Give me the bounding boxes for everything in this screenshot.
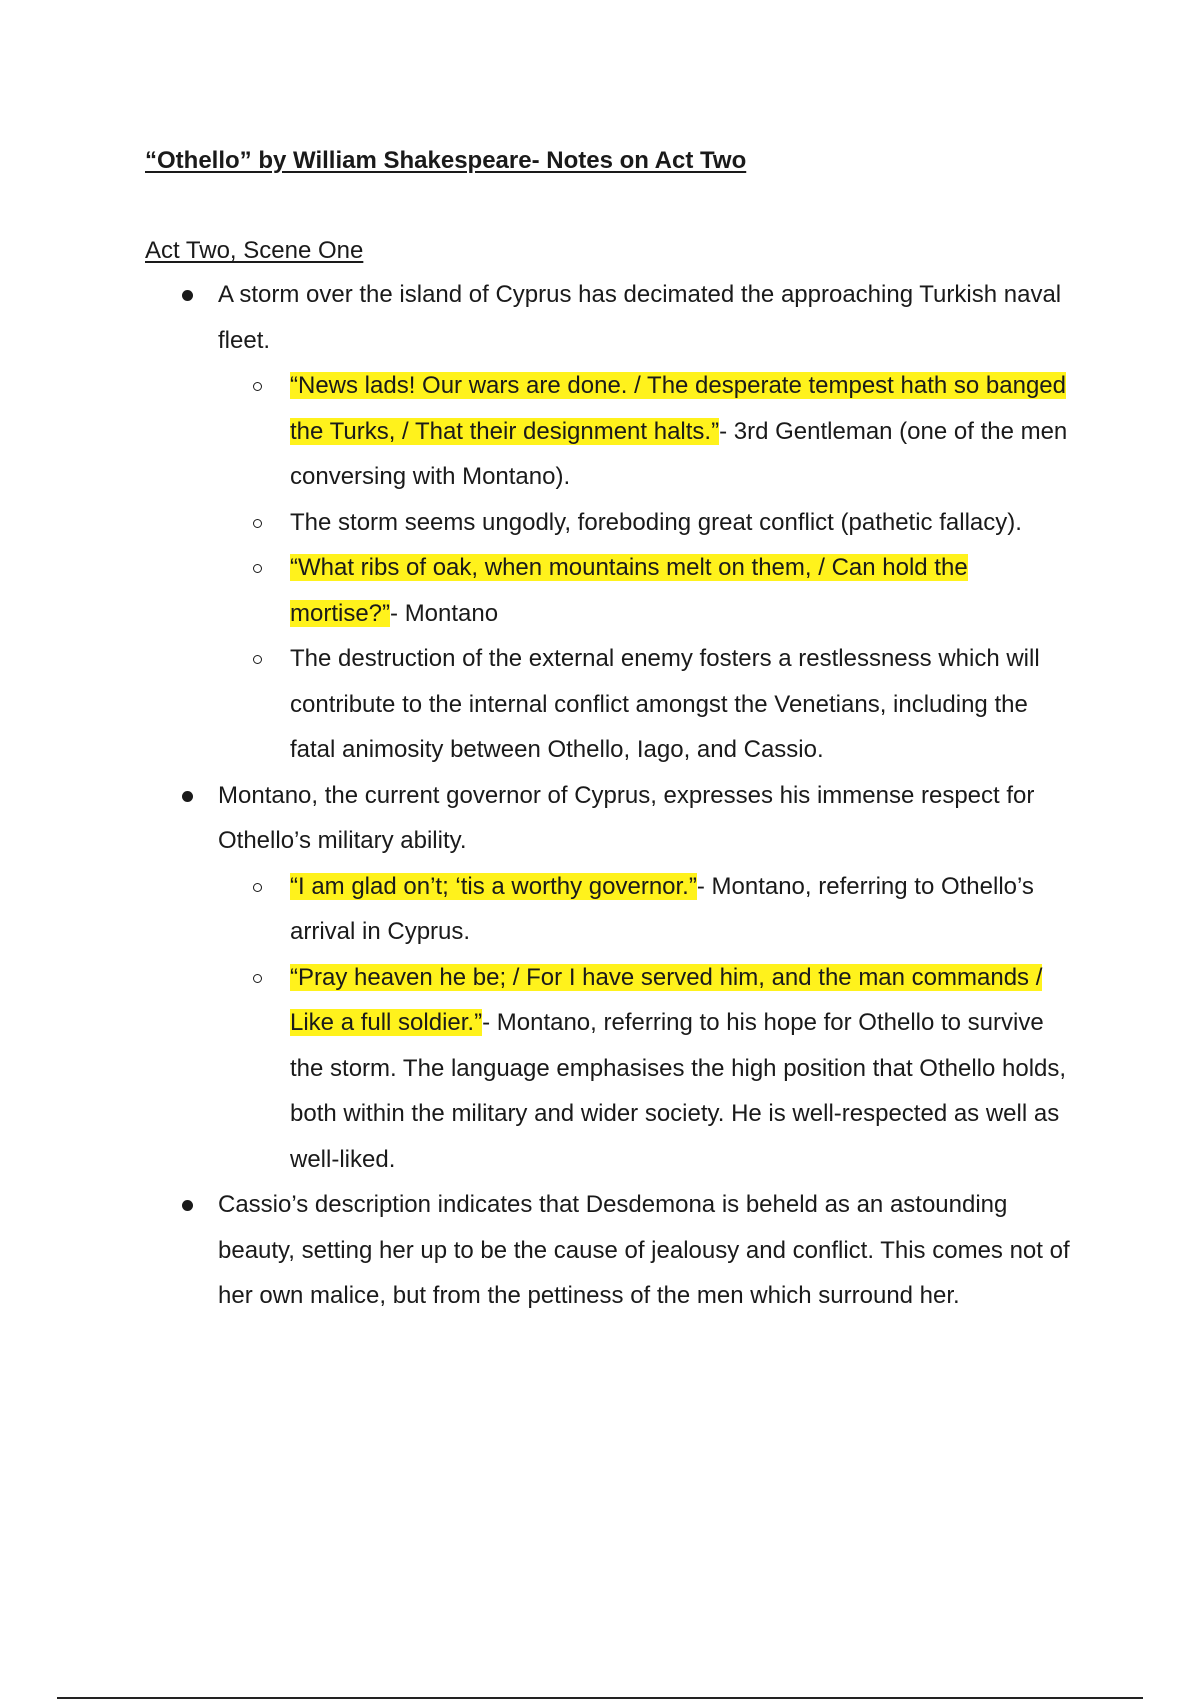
- list-item: [145, 773, 1075, 1183]
- sub-bullet-list: [218, 363, 1075, 773]
- list-item: [145, 1182, 1075, 1319]
- bullet-text: A storm over the island of Cyprus has decimated the approaching Turkish naval fleet.: [218, 281, 1062, 354]
- sub-list-item: [218, 500, 1075, 546]
- hollow-bullet-icon: [253, 564, 262, 573]
- footer-divider: [57, 1697, 1143, 1699]
- bullet-text: Cassio’s description indicates that Desdemona is beheld as an astounding beauty, setting her up to be the cause of jealousy and conflict. This comes not of her own malice, but from the pettiness of the men which surround her.: [218, 1191, 1070, 1309]
- sub-list-item: [218, 636, 1075, 773]
- section-heading: Act Two, Scene One: [145, 237, 364, 264]
- hollow-bullet-icon: [253, 655, 262, 664]
- sub-list-item: [218, 363, 1075, 500]
- highlighted-quote: “Pray heaven he be; / For I have served him, and the man commands / Like a full soldier.”: [290, 963, 1043, 1036]
- filled-bullet-icon: [182, 791, 193, 802]
- hollow-bullet-icon: [253, 382, 262, 391]
- hollow-bullet-icon: [253, 519, 262, 528]
- document-title: “Othello” by William Shakespeare- Notes on Act Two: [145, 147, 747, 174]
- filled-bullet-icon: [182, 1200, 193, 1211]
- filled-bullet-icon: [182, 290, 193, 301]
- highlighted-quote: “What ribs of oak, when mountains melt on them, / Can hold the mortise?”: [290, 554, 968, 627]
- sub-list-item: [218, 545, 1075, 636]
- bullet-list: [145, 272, 1075, 1319]
- document-page: [145, 140, 1075, 1319]
- list-item: [145, 272, 1075, 773]
- sub-list-item: [218, 955, 1075, 1183]
- sub-bullet-list: [218, 864, 1075, 1183]
- hollow-bullet-icon: [253, 883, 262, 892]
- sub-bullet-text: - Montano: [390, 599, 499, 627]
- sub-bullet-text: The storm seems ungodly, foreboding great conflict (pathetic fallacy).: [290, 508, 1022, 536]
- sub-bullet-text: - Montano, referring to Othello’s arrival in Cyprus.: [290, 872, 1034, 945]
- bullet-text: Montano, the current governor of Cyprus, expresses his immense respect for Othello’s military ability.: [218, 781, 1035, 854]
- hollow-bullet-icon: [253, 974, 262, 983]
- sub-bullet-text: - Montano, referring to his hope for Othello to survive the storm. The language emphasises the high position that Othello holds, both within the military and wider society. He is well-respected as well as well-liked.: [290, 1009, 1067, 1173]
- highlighted-quote: “I am glad on’t; ‘tis a worthy governor.”: [290, 872, 697, 900]
- sub-bullet-text: - 3rd Gentleman (one of the men conversing with Montano).: [290, 417, 1068, 490]
- highlighted-quote: “News lads! Our wars are done. / The desperate tempest hath so banged the Turks, / That their designment halts.”: [290, 372, 1066, 445]
- sub-list-item: [218, 864, 1075, 955]
- sub-bullet-text: The destruction of the external enemy fosters a restlessness which will contribute to the internal conflict amongst the Venetians, including the fatal animosity between Othello, Iago, and Cassio.: [290, 645, 1040, 763]
